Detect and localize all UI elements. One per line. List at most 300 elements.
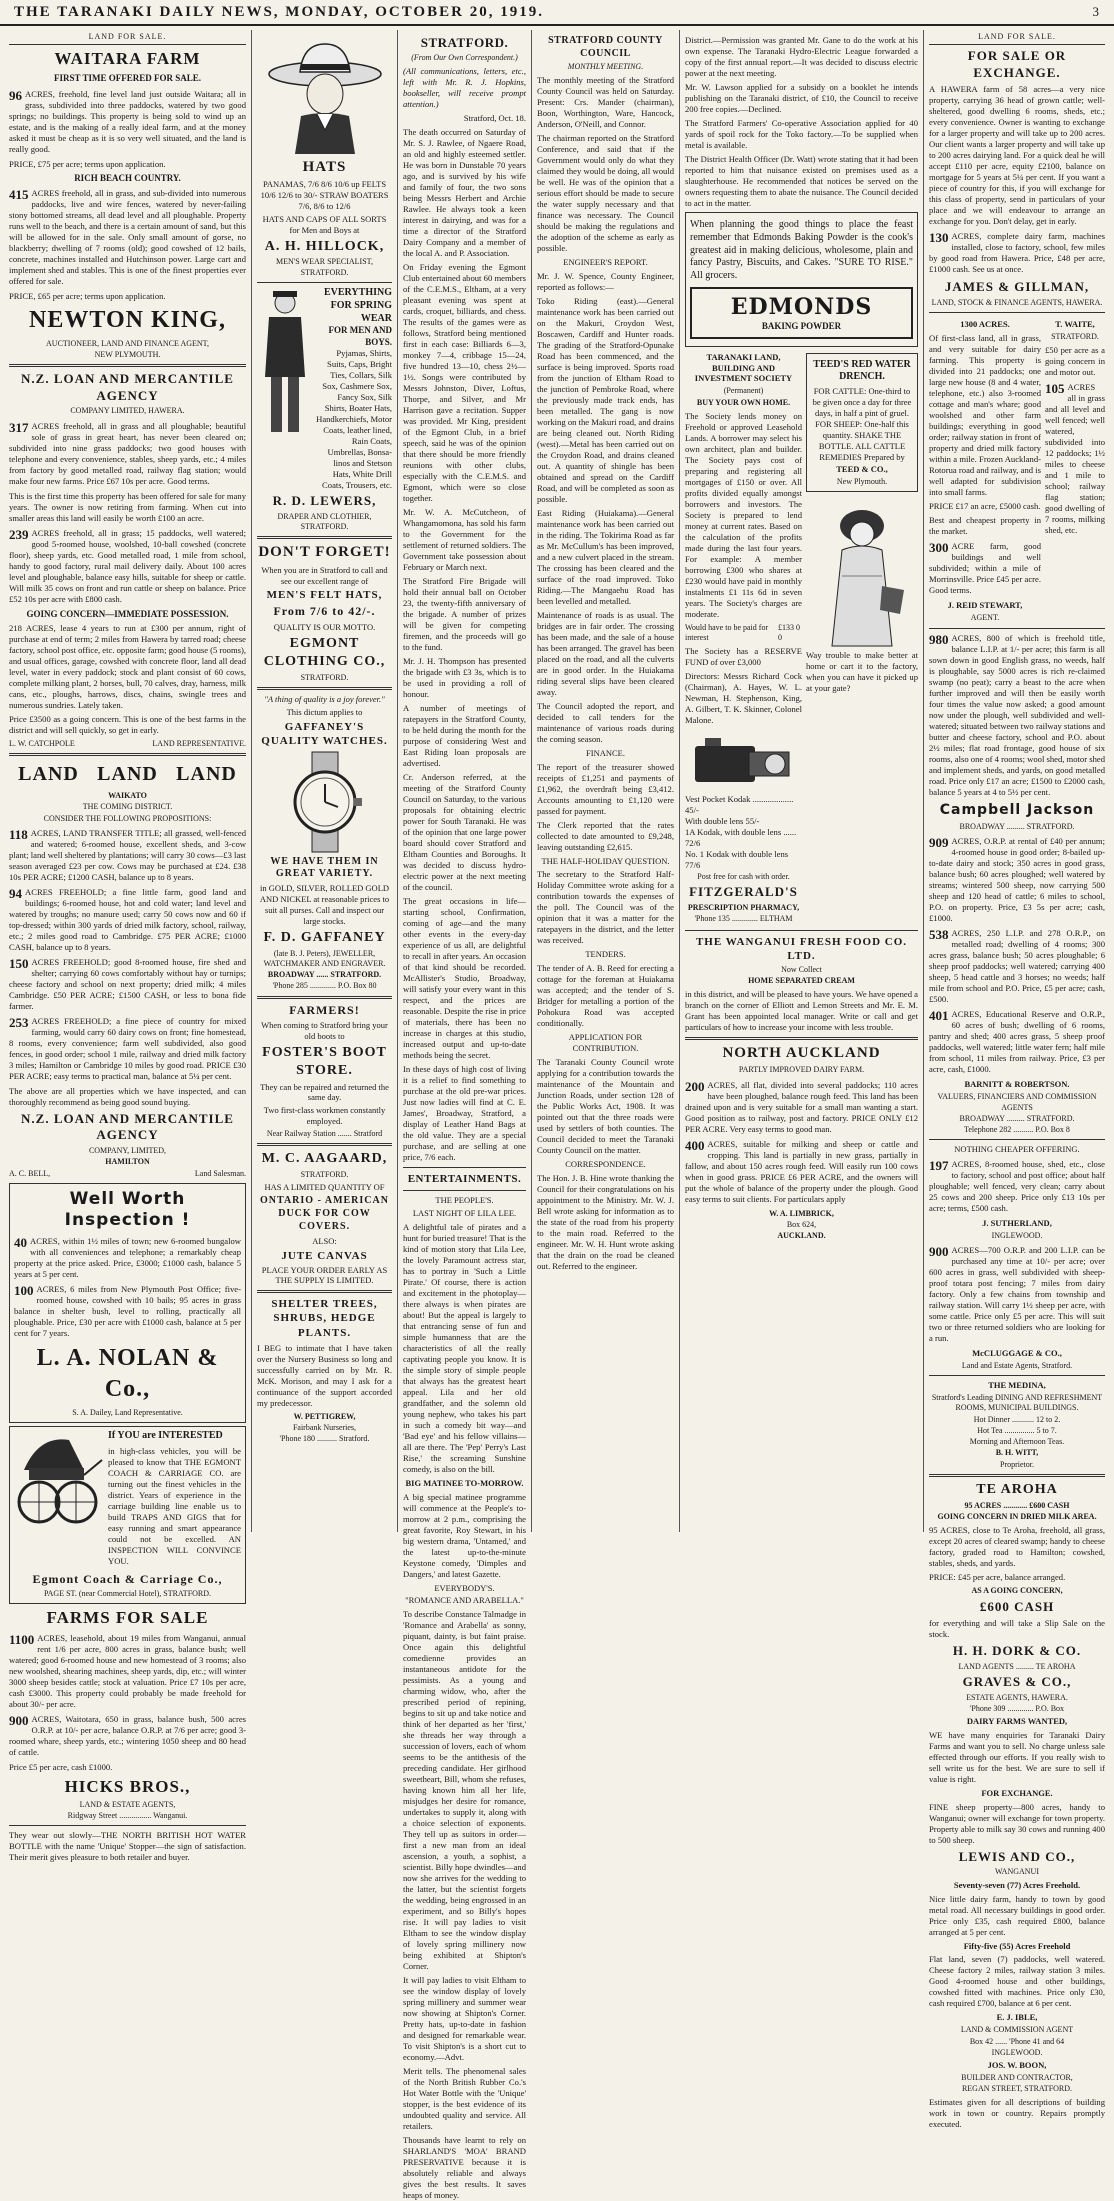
- divider: [257, 282, 392, 283]
- listing: [929, 1159, 1105, 1214]
- kodak-line: Vest Pocket Kodak ................... 45/-: [685, 794, 794, 816]
- edmonds-logo: [690, 287, 913, 339]
- listing-text: ACRES, 250 L.I.P. and 278 O.R.P., on metalled road; dwelling of 4 rooms; 300 acres grass, balance bush; 50 acres ploughable; 6 sheep proof paddocks; well watered; carrying 400 sheep, 5 head cattle and 3 horses; no weeds; half mile from school and P.O. Price, £5 per acre; cash, £500.: [929, 928, 1105, 1005]
- kodak-prices: [685, 794, 802, 882]
- edmonds-name: EDMONDS: [730, 293, 873, 320]
- farmers-text: When coming to Stratford bring your old boots to: [261, 1019, 388, 1041]
- worth-title: Well Worth Inspection !: [64, 1188, 191, 1231]
- listing: [1045, 382, 1105, 536]
- broadway: BROADWAY ...... STRATFORD.: [267, 970, 382, 980]
- north-auckland-sub: PARTLY IMPROVED DAIRY FARM.: [738, 1065, 865, 1075]
- divider: [9, 753, 246, 756]
- wanganui-cream: HOME SEPARATED CREAM: [748, 975, 855, 985]
- paragraph: Mr. J. H. Thompson has presented the brigade with £3 3s, which is to be used in providing a roll of honour.: [403, 655, 526, 699]
- camera-icon: [689, 730, 799, 790]
- aagaard-name: M. C. AAGAARD,: [261, 1151, 388, 1167]
- woman-illustration: [806, 496, 918, 646]
- ible-sub: LAND & COMMISSION AGENT: [960, 2025, 1074, 2035]
- graves: GRAVES & CO.,: [962, 1673, 1072, 1689]
- seventy: Seventy-seven (77) Acres Freehold.: [953, 1879, 1081, 1890]
- woman-with-bucket-icon: [812, 496, 912, 646]
- wanganui-title: THE WANGANUI FRESH FOOD CO. LTD.: [695, 935, 908, 962]
- listing-price: Price £5 per acre, cash £1000.: [9, 1762, 113, 1772]
- divider: [929, 1375, 1105, 1376]
- teed-box: [806, 353, 918, 493]
- going-concern-title: GOING CONCERN—IMMEDIATE POSSESSION.: [26, 608, 229, 619]
- listing: [9, 528, 246, 605]
- spring-list: Pyjamas, Shirts, Suits, Caps, Bright Ties, Collars, Silk Sox, Cashmere Sox, Fancy Sox, Silk Shirts, Boater Hats, Handkerchiefs, Motor Coats, leather lined, Rain Coats, Umbrellas, Bonsa-linos and Stetson Hats, White Drill Coats, Trousers, etc.: [316, 348, 392, 491]
- listing: [9, 89, 246, 155]
- listing: [9, 828, 246, 883]
- hats-title: HATS: [302, 159, 347, 175]
- listing-number: 538: [929, 927, 949, 943]
- column-2: [252, 30, 398, 1532]
- listing: [929, 1009, 1105, 1075]
- divider: [257, 536, 392, 539]
- newton-king-name: NEWTON KING,: [29, 307, 226, 334]
- lewis-sub: WANGANUI: [995, 1867, 1039, 1877]
- tlb-title: TARANAKI LAND, BUILDING AND INVESTMENT SOCIETY: [694, 351, 793, 384]
- aroha-95: 95 ACRES ............ £600 CASH: [964, 1500, 1070, 1510]
- paragraph: Mr. W. Lawson applied for a subsidy on a booklet he intends publishing on the Taranaki district, of £10, the Council to receive 200 free copies.—Declined.: [685, 82, 918, 114]
- paragraph: The death occurred on Saturday of Mr. S. J. Rawlee, of Ngaere Road, an old and highly esteemed settler. He was born in Dunstable 70 years ago, and is survived by his wife and family of four, the two sons being Messrs Herbert and Archie Rawlee. He always took a keen interest in dairying, and was for a time a director of the Stratford Dairy Company and a member of the local A. and P. Association.: [403, 126, 526, 258]
- hicks-sub: LAND & ESTATE AGENTS,: [79, 1799, 176, 1809]
- foster-name: FOSTER'S BOOT STORE.: [262, 1044, 387, 1078]
- land-banner: [9, 760, 246, 790]
- divider: [929, 1474, 1105, 1477]
- aroha-price: PRICE: £45 per acre, balance arranged.: [929, 1572, 1066, 1583]
- limited: HAS A LIMITED QUANTITY OF: [264, 1182, 385, 1193]
- campbell-jackson: Campbell Jackson: [939, 802, 1095, 819]
- variety-text: in GOLD, SILVER, ROLLED GOLD AND NICKEL at reasonable prices to suit all purses. Call and inspect our large stocks.: [259, 883, 390, 926]
- foster-text: They can be repaired and returned the same day.: [260, 1081, 389, 1103]
- fiftyfive: Fifty-five (55) Acres Freehold: [963, 1940, 1071, 1951]
- ible: E. J. IBLE,: [996, 2012, 1038, 2023]
- divider: [257, 687, 392, 690]
- barnitt-phone: Telephone 282 .......... P.O. Box 8: [964, 1125, 1070, 1135]
- listing-text: ACRES, O.R.P. at rental of £40 per annum; 4-roomed house in good order; 8-bailed up-to-date dairy and stock; 350 acres in good grass, balance bush; 60 acres ploughed; well watered by streams; wintered 500 sheep, now carrying 500 sheep and 120 head of cattle; 6 miles to school, P.O. on property. Price, £3 5s per acre; cash, £1000.: [929, 836, 1105, 924]
- paragraph: Maintenance of roads is as usual. The bridges are in fair order. The crossing has been made, and the sale of a house has been arranged. The gravel has been placed on the road, and all the culverts are in good order. In the Huiakama riding several slips have been cleared away.: [537, 609, 674, 697]
- hats-caps: HATS AND CAPS OF ALL SORTS for Men and Boys at: [262, 213, 387, 235]
- paragraph: District.—Permission was granted Mr. Gane to do the work at his own expense. The Taranaki Hydro-Electric League forwarded a copy of the first annual report.—It was decided to discuss electric power at the next meeting.: [685, 35, 918, 78]
- listing-text: ACRES, 6 miles from New Plymouth Post Office; five-roomed house, cowshed with 10 bails; 95 acres in grass balance in shelter bush, level to rolling, practically all ploughable. Price, £30 per acre with £1000 cash, balance at 5 per cent for 7 years.: [14, 1284, 241, 1339]
- listing-text: ACRES, within 1½ miles of town; new 6-roomed bungalow with all conveniences and telephone; a remarkably cheap property at the price asked. Price, £3000; £1000 cash, balance 5 years at 5 per cent.: [14, 1236, 241, 1280]
- listing: [9, 957, 246, 1012]
- section-header: LAND FOR SALE.: [9, 32, 246, 45]
- pettigrew-phone: 'Phone 180 .......... Stratford.: [279, 1434, 370, 1444]
- nolan-sub: S. A. Dailey, Land Representative.: [72, 1407, 183, 1417]
- listing: [9, 1016, 246, 1082]
- application-title: APPLICATION FOR CONTRIBUTION.: [568, 1032, 643, 1054]
- listing-price: Price £3500 as a going concern. This is one of the best farms in the district and will sell quickly, so get in early.: [9, 714, 246, 736]
- reid-sub: AGENT.: [970, 613, 1000, 623]
- paragraph: The District Health Officer (Dr. Watt) wrote stating that it had been reported to him that nuisance existed on premises used as a slaughterhouse. He recommended that notices be served on the owners requesting them to abate the nuisance. The Council decided to act in the matter.: [685, 154, 918, 208]
- wanganui-text: in this district, and will be pleased to have yours. We have opened a branch on the corner of Elliott and Lemon Streets and Mr. E. M. Grant has been appointed local manager. Write or call and get particulars of how to increase your income with less trouble.: [685, 989, 918, 1033]
- land-word: LAND: [176, 763, 237, 786]
- applies: This dictum applies to: [286, 706, 363, 717]
- agent-role: Land Salesman.: [194, 1169, 246, 1179]
- acres-1300-price: PRICE £17 an acre, £5000 cash.: [929, 501, 1041, 512]
- gaffaney-sub: (late B. J. Peters), JEWELLER, WATCHMAKER AND ENGRAVER.: [263, 948, 386, 968]
- lewis: LEWIS AND CO.,: [958, 1848, 1076, 1864]
- paragraph: The Clerk reported that the rates collected to date amounted to £9,248, leaving outstanding £2,615.: [537, 819, 674, 852]
- fitzgerald-phone: 'Phone 135 ............. ELTHAM: [694, 914, 793, 924]
- paragraph: Toko Riding (east).—General maintenance work has been carried out on the Makuri, Croydon West, Boscawen, Cardiff and Hunter roads. The grading of the Stratford-Opunake Road has been commenced, and the surface is being improved. Sports road from the junction of Eltham Road to the junction of Pembroke Road, where the previously made track ends, has been metalled. The gang is now working on the Makuri road, and drains are being cleaned out. North Riding (west).—Metal has been carried out on the Croydon Road, and drains cleaned out. A quantity of shingle has been obtained and spread on the Cardiff Road, and will be completed as soon as possible.: [537, 295, 674, 504]
- limbrick-box: Box 624,: [786, 1219, 817, 1229]
- edmonds-sub: BAKING POWDER: [761, 321, 842, 332]
- campbell-jackson-address: BROADWAY ......... STRATFORD.: [959, 822, 1075, 832]
- monthly: MONTHLY MEETING.: [567, 61, 644, 71]
- barnitt-address: BROADWAY ......... STRATFORD.: [959, 1113, 1075, 1123]
- variety-title: WE HAVE THEM IN GREAT VARIETY.: [270, 855, 379, 880]
- paragraph: In these days of high cost of living it is a relief to find something to purchase at the old pre-war prices. Just now ladies will find at C. E. James', Broadway, Stratford, a display of Leather Hand Bags at the old value. They are a special purchase, and are selling at one price, 7/6 each.: [403, 1063, 526, 1162]
- mcluggage-sub: Land and Estate Agents, Stratford.: [961, 1361, 1073, 1371]
- newton-king-sub: AUCTIONEER, LAND AND FINANCE AGENT,: [46, 338, 209, 348]
- dork: H. H. DORK & CO.: [952, 1643, 1082, 1659]
- beach-title: RICH BEACH COUNTRY.: [74, 172, 181, 183]
- sale-exchange-title: FOR SALE OR EXCHANGE.: [967, 48, 1067, 80]
- paragraph: A big special matinee programme will commence at the People's to-morrow at 2 p.m., comprising the great favorite, Roy Stewart, in his big western drama, 'Untamed,' and the latest up-to-the-minute Keystone comedy, 'Dimples and Dangers,' and latest Gazette.: [403, 1491, 526, 1579]
- listing-text: ACRES FREEHOLD; a fine piece of country for mixed farming, would carry 60 dairy cows on front; fine homestead, 8 rooms, every convenience; farm well subdivided, also good fences, in good order; school 1 mile, railway and dried milk factory 3 miles; Hamilton or Cambridge 10 miles by good road. PRICE £30 PER ACRE; easy terms to practical man, balance at 5¼ per cent.: [9, 1015, 246, 1081]
- entertainments-title: ENTERTAINMENTS.: [407, 1172, 522, 1185]
- divider: [685, 1037, 918, 1040]
- masthead: [0, 0, 1114, 26]
- fitzgerald-sub: PRESCRIPTION PHARMACY,: [687, 903, 800, 913]
- engineer-title: ENGINEER'S REPORT.: [563, 256, 648, 267]
- tlb-interest-row: [685, 623, 802, 643]
- paragraph: The Stratford Farmers' Co-operative Association applied for 40 yards of spoil rock for the Toko factory.—To be supplied when metal is available.: [685, 118, 918, 150]
- nz-loan-sub: COMPANY LIMITED, HAWERA.: [70, 406, 185, 416]
- signature: [9, 1169, 246, 1179]
- coach-text-block: [108, 1430, 241, 1570]
- listing: [929, 231, 1105, 275]
- paragraph: The secretary to the Stratford Half-Holiday Committee wrote asking for a contribution towards the expenses of the poll. The Council was of the opinion that it was a matter for the ratepayers in the district, and the letter was received.: [537, 869, 674, 946]
- signature: [9, 739, 246, 749]
- nolan-name: L. A. NOLAN & Co.,: [36, 1345, 219, 1402]
- land-word: LAND: [97, 763, 158, 786]
- fitzgerald-text: Way trouble to make better at home or cart it to the factory, when you can have it picked up at your gate?: [806, 650, 918, 694]
- paragraph: The Taranaki County Council wrote applying for a contribution towards the maintenance of the Mountain and Junction Roads, under section 128 of the Public Works Act, 1908. It was pointed out that the three roads were used by settlers of both counties. The Council decided to meet the Taranaki County Council on the matter.: [537, 1057, 674, 1156]
- listing-text: ACRE farm, good buildings and well subdivided; within a mile of Morrinsville. Price £45 per acre. Good terms.: [929, 541, 1041, 596]
- listing-number: 909: [929, 835, 949, 851]
- hicks-name: HICKS BROS.,: [64, 1777, 191, 1796]
- listing-text: ACRES all in grass and all level and well fenced; well watered, subdivided into 12 paddocks; 1½ miles to cheese and 1 mile to school; railway flag station; good dwelling of 7 rooms, milking shed, etc.: [1045, 382, 1105, 536]
- nz-loan-title: N.Z. LOAN AND MERCANTILE AGENCY: [21, 371, 234, 403]
- tlb-shares: The Society has a RESERVE FUND of over £3,000: [685, 646, 802, 668]
- for-men: FOR MEN AND BOYS.: [328, 325, 392, 347]
- section-header: LAND FOR SALE.: [929, 32, 1105, 45]
- listing-text: ACRES, LAND TRANSFER TITLE; all grassed, well-fenced and watered; 6-roomed house, excellent sheds, and 3-cow plant; land well sheltered by plantations; will carry 30 cows—£3 last season averaged £23 per cow. Cows may be purchased at £24. £38 10s PER ACRE; £1200 CASH, balance up to 8 years.: [9, 827, 246, 882]
- edmonds-ad: [685, 212, 918, 347]
- wristwatch-icon: [280, 752, 370, 852]
- mid-row: [685, 350, 918, 926]
- teed-ad: [806, 350, 918, 926]
- big-matinee: BIG MATINEE TO-MORROW.: [405, 1477, 524, 1488]
- tlb-amount: £133 0 0: [778, 622, 801, 642]
- paragraph: To describe Constance Talmadge in 'Romance and Arabella' as sonny, piquant, dainty, is but faint praise. Once again this delightful comedienne provides an instantaneous antidote for the pessimists. As a young and charming widow, who, after the prescribed period of repining, begins to sit up and take notice and think of her departed as her 'first,' she threads her way through a succession of lovers, each of whom seems to be the antithesis of the preceding candidate. Her girlhood sweetheart, Bill, whom she refuses, having known him all her life, misjudges her desire for romance, undertakes to supply it, along with a choice selection of exponents. They tell up as suitors in order—first a new man from an ideal ascension, a youth, a sophist, a scientist. Billy hope dwindles—and now she arrives for the wedding to the latter, but the scientist forgets the wedding, being engrossed in an experiment, and so Billy's hopes rise. It will pay ladies to visit Eltham to see the window display of lovely spring millinery now being exhibited at Shipton's Corner.: [403, 1609, 526, 1972]
- paragraph: The chairman reported on the Stratford Conference, and said that if the Government would only do what they claimed they would be doing, all would be well. He was of the opinion that a serious effort should be made to secure the water supply necessary and that finance was necessary. The Council should be making the regulations and the adoption of the scheme as early as possible.: [537, 132, 674, 253]
- listing-number: 980: [929, 632, 949, 648]
- thing-quote: "A thing of quality is a joy forever.": [264, 693, 385, 704]
- masthead-title: THE TARANAKI DAILY NEWS, MONDAY, OCTOBER 20, 1919.: [14, 3, 544, 20]
- listing-number: 1100: [9, 1632, 35, 1647]
- nz-loan2-title: N.Z. LOAN AND MERCANTILE AGENCY: [21, 1110, 234, 1143]
- fiftyfive-text: Flat land, seven (7) paddocks, well watered. Cheese factory 2 miles, railway station 3 miles. Good 4-roomed house and other buildings, cowshed fitted with machines. Price only £30, cash required £700, balance at 6 per cent.: [929, 1954, 1105, 2009]
- jute: JUTE CANVAS: [281, 1249, 368, 1262]
- coach-name: Egmont Coach & Carriage Co.,: [32, 1571, 223, 1586]
- listing-number: 200: [685, 1078, 705, 1094]
- mcluggage: McCLUGGAGE & CO.,: [972, 1348, 1062, 1359]
- land-word: LAND: [18, 763, 79, 786]
- listing-text: 218 ACRES, lease 4 years to run at £300 per annum, right of purchase at end of term; 2 miles from Hawera by tarred road; cheese factory, school post office, etc. opposite farm; good house (5 rooms), and usual offices, garage, cowshed with concrete floor, land all dead level, water in every paddock; stock and plant consist of 60 cows, complete milking plant, 2 horses, bull, 70 calves, dray, harness, milk cans, etc., ploughs, harrows, discs, chains, swingle trees and numerous sundries. Lately taken.: [9, 623, 246, 711]
- newspaper-page: [4, 30, 1110, 2201]
- boon-address: REGAN STREET, STRATFORD.: [961, 2084, 1073, 2094]
- boon-text: Estimates given for all descriptions of building work in town or country. Repairs promptly executed.: [929, 2097, 1105, 2130]
- listing-number: 317: [9, 419, 29, 435]
- listing-number: 130: [929, 230, 949, 246]
- listing-number: 239: [9, 526, 29, 542]
- hillock-sub: MEN'S WEAR SPECIALIST, STRATFORD.: [276, 257, 373, 277]
- hillock-name: A. H. HILLOCK,: [264, 238, 385, 254]
- from-correspondent: (From Our Own Correspondent.): [411, 52, 518, 62]
- agent-name: A. C. BELL,: [9, 1169, 51, 1179]
- listing-text: ACRES—700 O.R.P. and 200 L.I.P. can be purchased any time at 10/- per acre; over 600 acres in grass, well subdivided with sheep-proof totara post fencing; 7 miles from dairy factory. Only a few chains from township and railway station. Will carry 1½ sheep per acre, with some cattle. Price only £5 per acre. This will suit two or three returned soldiers who are looking for a run.: [929, 1245, 1105, 1344]
- tlb-buy: BUY YOUR OWN HOME.: [696, 397, 791, 407]
- aroha-600: £600 CASH: [979, 1598, 1055, 1614]
- felt-price: From 7/6 to 42/-.: [273, 604, 376, 619]
- listing-text: ACRES, complete dairy farm, machines installed, close to factory, school, few miles by good road from Hawera. Price, £48 per acre, £1000 cash. See us at once.: [929, 231, 1105, 275]
- listing-number: 253: [9, 1014, 29, 1030]
- teed-title: TEED'S RED WATER DRENCH.: [813, 358, 911, 383]
- listing-number: 900: [9, 1713, 29, 1728]
- paragraph: East Riding (Huiakama).—General maintenance work has been carried out in the riding. The Tokirima Road as far as Mr. McCullum's has been improved, and a new culvert placed in the stream. The crossing has been cleared and the surface of the road improved. Toko Riding.—The Mangaehu Road has been levelled and metalled.: [537, 507, 674, 606]
- paragraph: The report of the treasurer showed receipts of £1,251 and payments of £1,962, the overdraft being £3,412. Accounts amounting to £1,120 were passed for payment.: [537, 761, 674, 816]
- waikato-close: The above are all properties which we have inspected, and can thoroughly recommend as being good sound buying.: [9, 1085, 246, 1107]
- divider: [929, 312, 1105, 313]
- pettigrew-sub: Fairbank Nurseries,: [292, 1422, 357, 1432]
- seventy-text: Nice little dairy farm, handy to town by good metal road. All necessary buildings in good order. Price only £35, cash required £800, balance arranged at 5 per cent.: [929, 1893, 1105, 1937]
- paragraph: Cr. Anderson referred, at the meeting of the Stratford County Council on Saturday, to the various proposals for obtaining electric power for South Taranaki. He was of the opinion that one large power board should cover Stratford and Eltham Counties and Boroughs. It was decided to discuss hydro-electric power at the next meeting of the council.: [403, 771, 526, 892]
- place-order: PLACE YOUR ORDER EARLY AS THE SUPPLY IS LIMITED.: [261, 1264, 388, 1286]
- listing: [9, 188, 246, 287]
- listing: [685, 1139, 918, 1205]
- teed-text: FOR CATTLE: One-third to be given once a day for three days, in half a pint of gruel. FOR SHEEP: One-half this quantity. SHAKE THE BOTTLE. ALL CATTLE REMEDIES Prepared by: [812, 386, 912, 462]
- paragraph: The tender of A. B. Reed for erecting a cottage for the foreman at Huiakama was accepted; and the tender of S. Bridger for metalling a portion of the Pohokura Road was accepted conditionally.: [537, 963, 674, 1029]
- also: ALSO:: [312, 1235, 337, 1246]
- shelter-text: I BEG to intimate that I have taken over the Nursery Business so long and successfully carried on by Mr. R. McK. Morison, and may I ask for a continuance of the support accorded my predecessor.: [257, 1342, 392, 1408]
- tlb-directors: Directors: Messrs Richard Cock (Chairman), A. Hayes, W. L. Newman, H. Stephenson, King, A. Gilbert, T. K. Skinner, Colonel Malone.: [685, 671, 802, 726]
- t-waite: T. WAITE,: [1055, 319, 1095, 330]
- ible-city: INGLEWOOD.: [991, 2047, 1043, 2057]
- tlb-sub: (Permanent): [723, 386, 764, 396]
- farmers-title: FARMERS!: [289, 1002, 360, 1017]
- egmont-sub: STRATFORD.: [300, 672, 349, 682]
- listing-number: 150: [9, 955, 29, 971]
- kodak-line: 1A Kodak, with double lens ...... 72/6: [685, 827, 797, 849]
- north-british-ad: They wear out slowly—THE NORTH BRITISH HOT WATER BOTTLE with the name 'Unique' Stopper—the sign of satisfaction. Their merit gives pleasure to both retailer and buyer.: [9, 1830, 246, 1863]
- listing-text: ACRES, freehold, fine level land just outside Waitara; all in grass, subdivided into three paddocks, watered by two good springs; no buildings. This property is being sold to wind up an estate, and is the making of a really ideal farm, and at the money asked it must be cheap as it is so very well situated, and the land is really good.: [9, 88, 246, 154]
- egmont-clothing: EGMONT CLOTHING CO.,: [263, 635, 386, 669]
- listing: [9, 1714, 246, 1758]
- halfholiday-title: THE HALF-HOLIDAY QUESTION.: [541, 855, 670, 866]
- everybodys: EVERYBODY'S.: [434, 1582, 495, 1593]
- listing: [929, 836, 1105, 924]
- divider: [929, 1139, 1105, 1140]
- t-waite-sub: STRATFORD.: [1051, 332, 1099, 342]
- acres-1300: 1300 ACRES.: [960, 319, 1010, 330]
- man-in-hat-icon: [265, 36, 385, 154]
- column-1: [4, 30, 252, 1863]
- divider: [403, 1190, 526, 1191]
- listing-number: 94: [9, 885, 22, 901]
- watch-illustration: [257, 752, 392, 852]
- dork-sub: LAND AGENTS ......... TE AROHA: [958, 1661, 1076, 1671]
- kodak-line: Post free for cash with order.: [697, 872, 790, 882]
- farms-title: FARMS FOR SALE: [46, 1608, 209, 1628]
- gaffaney-watches: GAFFANEY'S QUALITY WATCHES.: [261, 720, 388, 747]
- medina-hot: Hot Dinner ........... 12 to 2.: [973, 1414, 1061, 1424]
- witt: B. H. WITT,: [995, 1448, 1039, 1458]
- divider: [257, 1290, 392, 1293]
- nothing-cheaper: NOTHING CHEAPER OFFERING.: [954, 1144, 1080, 1155]
- lewers-sub: DRAPER AND CLOTHIER, STRATFORD.: [277, 511, 372, 532]
- paragraph: A HAWERA farm of 58 acres—a very nice property, carrying 36 head of grown cattle; well-sheltered, good dwelling 6 rooms, sheds, etc.; every convenience. Owner is wanting to exchange for a larger property and will take up to 200 acres. Our client wants a larger property and will take up to 200 acres dairying land. For a quick deal he will accept £110 per acre, equity £2100, balance on mortgage for 5 years at 5¼ per cent. If you want a piece of country for this, if you will exchange for this class of property, send in particulars of your place and we will endeavour to arrange an exchange for you. Don't delay, get in early.: [929, 84, 1105, 227]
- listing: [9, 421, 246, 487]
- waite-paragraph: £50 per acre as a going concern in and motor out.: [1045, 345, 1105, 378]
- ontario: ONTARIO - AMERICAN DUCK FOR COW COVERS.: [260, 1195, 389, 1232]
- divider: [403, 1167, 526, 1168]
- waitara-title: WAITARA FARM: [54, 49, 201, 69]
- exchange-text: FINE sheep property—800 acres, handy to Wanganui; owner will exchange for town property. Property able to milk say 30 cows and running 400 to 500 sheep.: [929, 1801, 1105, 1845]
- coach-text: in high-class vehicles, you will be pleased to know that THE EGMONT COACH & CARRIAGE CO. are turning out the finest vehicles in the district. Years of experience in the carriage building line enable us to build TRAPS AND GIGS that for easy running and smart appearance could not be excelled. AN INSPECTION WILL CONVINCE YOU.: [108, 1445, 241, 1566]
- column-6: [924, 30, 1110, 2130]
- tenders-title: TENDERS.: [585, 949, 626, 960]
- kodak-line: No. 1 Kodak with double lens 77/6: [685, 849, 789, 871]
- split-right: [1045, 317, 1105, 624]
- coach-body: [14, 1430, 241, 1570]
- paragraph: The great occasions in life—starting school, Confirmation, coming of age—and the many other events in the every-day experience of us all, are delightful to recall in after years. An occasion of that kind should be recorded. McAllister's Studio, Broadway, will satisfy your every want in this respect, and the prices are reasonable. Despite the rise in price of materials, there has been no increase in charges at this studio, increased output and up-to-date methods being the secret.: [403, 895, 526, 1060]
- listing-number: 96: [9, 87, 22, 103]
- wanganui-collect: Now Collect: [781, 964, 822, 974]
- ible-box: Box 42 ...... 'Phone 41 and 64: [969, 2036, 1065, 2046]
- fitzgerald-name: FITZGERALD'S: [689, 884, 798, 900]
- correspondence-title: CORRESPONDENCE.: [565, 1159, 646, 1170]
- listing-text: ACRES freehold, all in grass and all ploughable; beautiful sole of grass in great heart, has never been cleared on; subdivided into nine grass paddocks; two good houses with telephone and every convenience, stables, sheep yards, etc.; 4 miles from factory by good metalled road, railway flag station; would make four new farms. Price £67 10s per acre. Good terms.: [9, 420, 246, 486]
- kodak-line: With double lens 55/-: [685, 816, 760, 827]
- paragraph: The monthly meeting of the Stratford County Council was held on Saturday. Present: Crs. Mander (chairman), Boon, Worthington, Ware, Hancock, Anderson, O'Neill, and Connor.: [537, 74, 674, 129]
- acres-1300-text: Of first-class land, all in grass, and very suitable for dairy farming. This property is divided into 21 paddocks; one large new house (8 and 4 water, telephone, etc.) also 3-roomed cottage and man's whare; good woolshed and other farm buildings; everything in good order; railway station in front of property and dried milk factory within a mile. Frozen Auckland-Rotorua road and railway, and is well adapted for subdivision into small farms.: [929, 333, 1041, 498]
- limbrick: W. A. LIMBRICK,: [769, 1208, 834, 1218]
- listing: [929, 541, 1041, 596]
- listing-text: ACRES, Waitotara, 650 in grass, balance bush, 500 acres O.R.P. at 10/- per acre, balance O.R.P. at 7/6 per acre; good 3-roomed whare, sheep yards, etc.; wintering 1050 sheep and 80 head of cattle.: [9, 1714, 246, 1757]
- listing: [685, 1080, 918, 1135]
- dateline: Stratford, Oct. 18.: [463, 112, 526, 123]
- medina-morning: Morning and Afternoon Teas.: [969, 1437, 1065, 1447]
- listing-number: 900: [929, 1244, 949, 1260]
- quality-motto: QUALITY IS OUR MOTTO.: [273, 621, 376, 632]
- railway: Near Railway Station ....... Stratford: [266, 1129, 383, 1139]
- column-5: [680, 30, 924, 1532]
- sutherland-sub: INGLEWOOD.: [991, 1231, 1043, 1241]
- paragraph: A delightful tale of pirates and a hunt for buried treasure! That is the kind of motion story that Lila Lee, the lovely Paramount actress star, has to portray in 'Such a Little Pirate.' Of course, there is action and excitement in the photoplay—there always is when pirates are about! But the appeal is largely to that entrancing sense of fun and simple humanness that are the characteristics of all the really captivating people you know. It is the simple story of simple people that always has the greatest heart appeal. Lila and her old grandfather, and the solemn old young nephew, who takes his part in such a comedy bit way—and 'Bad eye' and his fellow villains—all are there. The 'Pep' Perry's Last Rise,' the screaming Sunshine comedy, is also on the bill.: [403, 1221, 526, 1474]
- teed-address: New Plymouth.: [836, 477, 888, 487]
- medina: THE MEDINA,: [988, 1380, 1046, 1391]
- edmonds-text: When planning the good things to place the feast remember that Edmonds Baking Powder is the cook's greatest aid in making delicious, wholesome, plain and fancy Pastry, Biscuits, and Cakes. "SURE TO RISE." All grocers.: [690, 219, 913, 282]
- phone: 'Phone 285 ............. P.O. Box 80: [272, 981, 377, 991]
- paragraph: A number of meetings of ratepayers in the Stratford County, to be held during the month for the purpose of considering West and East Riding loan proposals are advertised.: [403, 702, 526, 768]
- carriage-illustration-icon: [14, 1430, 104, 1530]
- listing: [9, 1633, 246, 1710]
- hamilton: HAMILTON: [105, 1157, 150, 1167]
- listing-number: 40: [14, 1235, 27, 1251]
- spring-wear-ad: [257, 287, 392, 491]
- listing-number: 118: [9, 826, 28, 842]
- aagaard-sub: STRATFORD.: [300, 1170, 349, 1180]
- listing-number: 400: [685, 1137, 705, 1153]
- divider: [9, 1825, 246, 1826]
- listing-number: 415: [9, 187, 29, 203]
- everything-title: EVERYTHING FOR SPRING WEAR: [324, 286, 392, 324]
- boon: JOS. W. BOON,: [987, 2060, 1047, 2071]
- divider: [257, 1143, 392, 1146]
- worth-inspection-ad: [9, 1183, 246, 1423]
- pettigrew: W. PETTIGREW,: [293, 1411, 356, 1421]
- teed-name: TEED & CO.,: [836, 464, 888, 475]
- paragraph: Mr. W. A. McCutcheon, of Whangamomona, has sold his farm to the Government for the settlement of returned soldiers. The Government take possession about February or March next.: [403, 506, 526, 572]
- divider: [257, 996, 392, 999]
- listing: [14, 1284, 241, 1339]
- column-4: [532, 30, 680, 1532]
- boon-sub: BUILDER AND CONTRACTOR,: [961, 2072, 1073, 2082]
- listing: [929, 1245, 1105, 1344]
- council-title: STRATFORD COUNTY COUNCIL: [548, 35, 663, 59]
- peoples: THE PEOPLE'S.: [435, 1194, 494, 1205]
- paragraph: The Council adopted the report, and decided to call tenders for the maintenance of various roads during the coming season.: [537, 700, 674, 744]
- listing: [14, 1236, 241, 1280]
- north-auckland: NORTH AUCKLAND: [722, 1045, 881, 1062]
- listing-text: ACRES, all flat, divided into several paddocks; 110 acres have been ploughed, balance rough feed. This land has been drained upon and is very suitable for a small man wanting a start. Good position as to railway, post and factory. PRICE ONLY £12 PER ACRE. Very easy terms to good man.: [685, 1079, 918, 1134]
- medina-sub: Stratford's Leading DINING AND REFRESHMENT ROOMS, MUNICIPAL BUILDINGS.: [931, 1393, 1103, 1413]
- tlb-text: The Society lends money on Freehold or approved Leasehold Lands. A borrower may select his own architect, plan and builder. The Society pays cost of preparing and registering all mortgages of £150 or over. All profits divided equally amongst borrowers and investors. The Society is prepared to lend money at current rates. Based on the calculation of the profits made during the last four years. For example: A member borrowing £300 who shares at £230 would have paid in monthly instalments £1 11s 6d in seven years. The Society's charges are moderate.: [685, 410, 802, 619]
- divider: [685, 930, 918, 931]
- listing-text: ACRES, Educational Reserve and O.R.P., 60 acres of bush; dwelling of 6 rooms, pantry and shed; 400 acres grass, 5 sheep proof paddocks, well watered; little water fern; half mile from school, 11 miles from railway. Price, £3 per acre, cash, £1000.: [929, 1009, 1105, 1075]
- witt-sub: Proprietor.: [1000, 1459, 1034, 1469]
- page-number: 3: [1092, 4, 1100, 19]
- gaffaney-name: F. D. GAFFANEY: [263, 929, 386, 945]
- paragraph: Merit tells. The phenomenal sales of the North British Rubber Co.'s Hot Water Bottle with the 'Unique' stopper, is the best evidence of its undoubted quality and service. All retailers.: [403, 2066, 526, 2132]
- column-3: [398, 30, 532, 2201]
- aroha-as: AS A GOING CONCERN,: [971, 1586, 1063, 1596]
- waikato-sub: THE COMING DISTRICT.: [82, 802, 173, 812]
- divider: [9, 364, 246, 367]
- dont-forget-text: When you are in Stratford to call and see our excellent range of: [261, 564, 388, 586]
- barnitt-sub: VALUERS, FINANCIERS AND COMMISSION AGENTS: [937, 1092, 1097, 1112]
- paragraph: On Friday evening the Egmont Club entertained about 60 members of the C.E.M.S., Eltham, at a very pleasant evening was spent at cards, croquet, billiards, and chess. The results of the games were as follows, Stratford being mentioned first in each case: Billiards 6—3, monkey 7—4, cribbage 15—24, five hundred 13—10, chess 2½—1½. Songs were contributed by Messrs Johnston, Diver, Loftus, Thorpe, and Silver, and Mr Harrison gave a recitation. Supper was provided. Mr King, president of the Egmont Club, in a brief speech, said he was of the opinion that there should be more friendly reunions with other clubs, especially with the C.E.M.S. and Egmont, which were so close together.: [403, 261, 526, 503]
- te-aroha: TE AROHA: [976, 1481, 1058, 1497]
- listing-number: 300: [929, 540, 949, 556]
- notice: (All communications, letters, etc., left with Mr. R. J. Hopkins, bookseller, will receive prompt attention.): [403, 65, 526, 109]
- paragraph: Thousands have learnt to rely on SHARLAND'S 'MOA' BRAND PRESERVATIVE because it is absolutely reliable and always gives the best results. It saves heaps of money.: [403, 2135, 526, 2201]
- foster-workmen: Two first-class workmen constantly employed.: [263, 1105, 386, 1127]
- dairy-wanted: DAIRY FARMS WANTED,: [966, 1716, 1068, 1727]
- newton-king-city: NEW PLYMOUTH.: [94, 349, 161, 359]
- listing-price: PRICE, £75 per acre; terms upon application.: [9, 158, 166, 169]
- reid-stewart: J. REID STEWART,: [947, 600, 1023, 611]
- hats-prices: PANAMAS, 7/6 8/6 10/6 up FELTS 10/6 12/6 to 30/- STRAW BOATERS 7/6, 8/6 to 12/6: [260, 179, 389, 211]
- sutherland: J. SUTHERLAND,: [982, 1218, 1052, 1229]
- graves-sub: ESTATE AGENTS, HAWERA.: [966, 1692, 1068, 1702]
- paragraph: The Hon. J. B. Hine wrote thanking the Council for their congratulations on his appointment to the Ministry. Mr. W. J. Bell wrote asking for information as to the state of the road from his property to the main road. Referred to the engineer. Mr. W. H. Hunt wrote asking that the drain on the road be cleaned out. Referred to the engineer.: [537, 1172, 674, 1271]
